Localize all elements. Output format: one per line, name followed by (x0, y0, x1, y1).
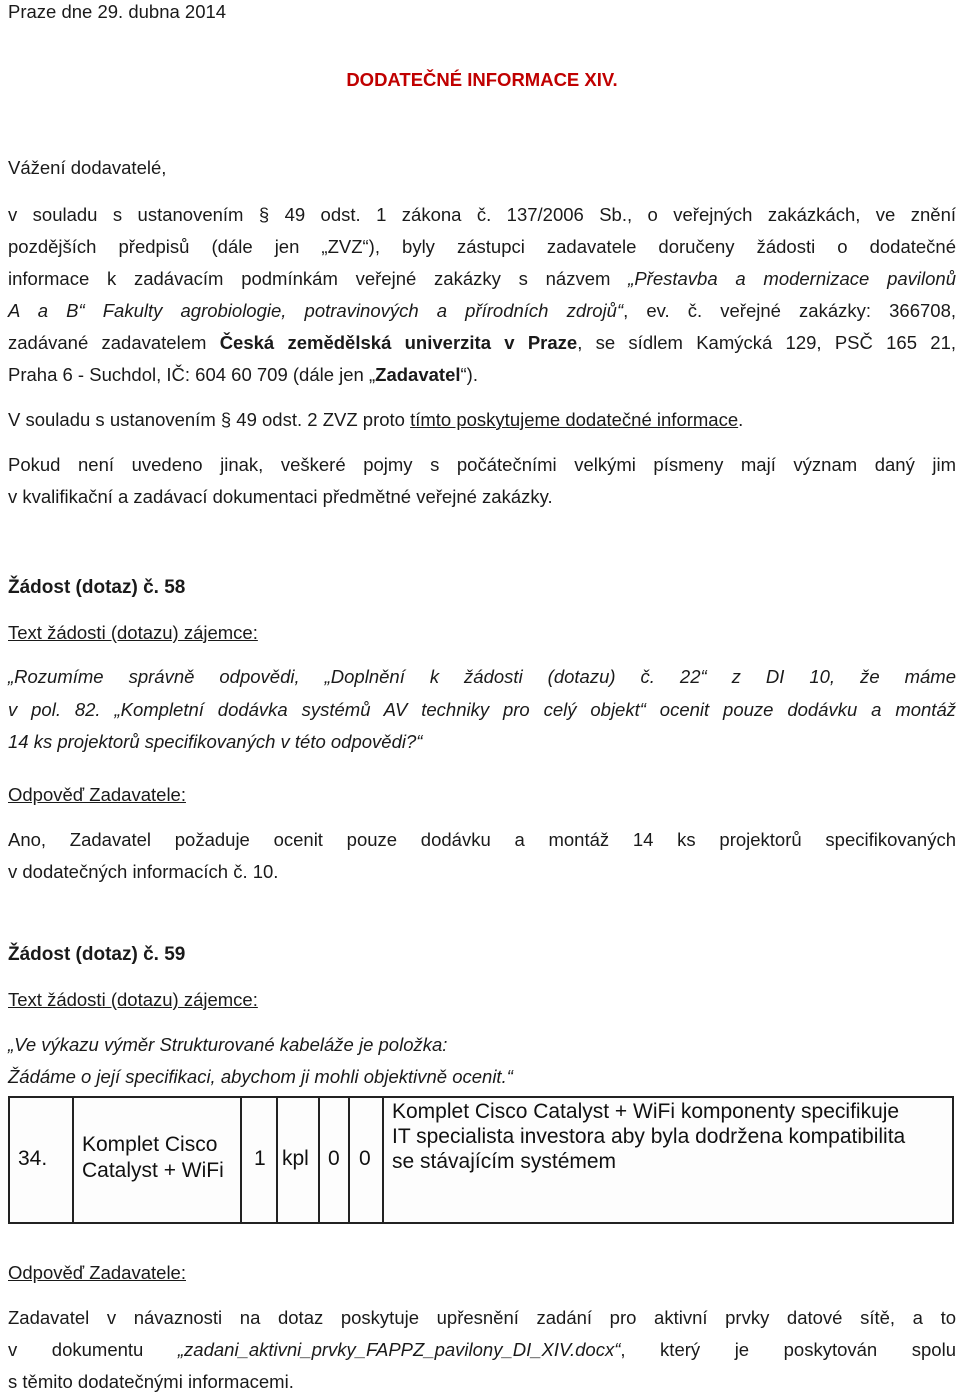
intro-line-4-text: , ev. č. veřejné zakázky: 366708, (623, 300, 956, 321)
item-name-line-1: Komplet Cisco (82, 1133, 218, 1156)
intro-paragraph-2 (8, 408, 743, 432)
request-59-answer-line-3: s těmito dodatečnými informacemi. (8, 1371, 294, 1392)
intro-line-5 (8, 331, 956, 355)
intro-line-1: v souladu s ustanovením § 49 odst. 1 zákona č. 137/2006 Sb., o veřejných zakázkách, ve znění (8, 204, 956, 225)
item-number: 34. (18, 1147, 48, 1170)
intro-p2-end: . (738, 409, 744, 430)
request-59-text-label: Text žádosti (dotazu) zájemce: (8, 989, 258, 1010)
zadavatel-term: Zadavatel (375, 364, 461, 385)
intro-paragraph-3-line-2: v kvalifikační a zadávací dokumentaci předmětné veřejné zakázky. (8, 486, 553, 507)
intro-line-4 (8, 299, 956, 323)
request-59-answer-line-2-tail: , který je poskytován spolu (620, 1339, 956, 1360)
request-58-answer-label: Odpověď Zadavatele: (8, 784, 186, 805)
document-filename: „zadani_aktivni_prvky_FAPPZ_pavilony_DI_XIV.docx“ (177, 1339, 621, 1360)
item-value-1: 0 (328, 1147, 340, 1170)
request-59-heading: Žádost (dotaz) č. 59 (8, 944, 186, 965)
contracting-authority-name: Česká zemědělská univerzita v Praze (219, 332, 578, 353)
request-59-answer-label: Odpověď Zadavatele: (8, 1262, 186, 1283)
salutation: Vážení dodavatelé, (8, 157, 167, 178)
request-58-answer-line-1: Ano, Zadavatel požaduje ocenit pouze dodávku a montáž 14 ks projektorů specifikovaných (8, 829, 956, 850)
intro-line-6-tail: “). (460, 364, 478, 385)
intro-line-5-text: zadávané zadavatelem (8, 332, 220, 353)
contract-name-part1: „Přestavba a modernizace pavilonů (628, 268, 956, 289)
item-description-cell (384, 1098, 952, 1222)
intro-line-5-tail: , se sídlem Kamýcká 129, PSČ 165 21, (577, 332, 957, 353)
intro-paragraph-3-line-1: Pokud není uvedeno jinak, veškeré pojmy s počátečními velkými písmeny mají význam daný jim (8, 454, 956, 475)
request-59-answer-line-1: Zadavatel v návaznosti na dotaz poskytuje upřesnění zadání pro aktivní prvky datové sítě, a to (8, 1307, 956, 1328)
item-name-cell (74, 1098, 242, 1222)
item-number-cell (10, 1098, 74, 1222)
price-cell-1 (320, 1098, 350, 1222)
intro-p2-text: V souladu s ustanovením § 49 odst. 2 ZVZ proto (8, 409, 411, 430)
request-59-answer-line-2-text: v dokumentu (8, 1339, 178, 1360)
price-cell-2 (350, 1098, 384, 1222)
intro-line-6-text: Praha 6 - Suchdol, IČ: 604 60 709 (dále jen „ (8, 364, 376, 385)
item-description-line-2: IT specialista investora aby byla dodržena kompatibilita (392, 1125, 906, 1148)
intro-line-2: pozdějších předpisů (dále jen „ZVZ“), byly zástupci zadavatele doručeny žádosti o dodatečné (8, 236, 956, 257)
request-58-answer-line-2: v dodatečných informacích č. 10. (8, 861, 279, 882)
item-quantity: 1 (254, 1147, 266, 1170)
item-description-line-3: se stávajícím systémem (392, 1150, 617, 1173)
item-unit: kpl (282, 1147, 309, 1170)
unit-cell (278, 1098, 320, 1222)
document-date: Praze dne 29. dubna 2014 (8, 1, 227, 22)
request-58-question-line-1: „Rozumíme správně odpovědi, „Doplnění k žádosti (dotazu) č. 22“ z DI 10, že máme (8, 666, 956, 687)
intro-line-3 (8, 267, 956, 291)
request-58-question-line-2: v pol. 82. „Kompletní dodávka systémů AV techniky pro celý objekt“ ocenit pouze dodávku a montáž (8, 699, 956, 720)
request-58-text-label: Text žádosti (dotazu) zájemce: (8, 622, 258, 643)
request-59-question-line-2: Žádáme o její specifikaci, abychom ji mohli objektivně ocenit.“ (8, 1066, 513, 1087)
quantity-cell (242, 1098, 278, 1222)
item-name-line-2: Catalyst + WiFi (82, 1159, 224, 1182)
bill-of-quantities-excerpt (8, 1096, 954, 1224)
item-value-2: 0 (359, 1147, 371, 1170)
request-59-answer-line-2 (8, 1338, 956, 1362)
item-description-line-1: Komplet Cisco Catalyst + WiFi komponenty specifikuje (392, 1100, 900, 1123)
intro-line-6 (8, 363, 478, 387)
request-59-question-line-1: „Ve výkazu výměr Strukturované kabeláže je položka: (8, 1034, 448, 1055)
intro-p2-underlined: tímto poskytujeme dodatečné informace (410, 409, 739, 430)
request-58-heading: Žádost (dotaz) č. 58 (8, 577, 186, 598)
request-58-question-line-3: 14 ks projektorů specifikovaných v této odpovědi?“ (8, 731, 423, 752)
contract-name-part2: A a B“ Fakulty agrobiologie, potravinových a přírodních zdrojů“ (8, 300, 624, 321)
document-title: DODATEČNÉ INFORMACE XIV. (346, 69, 618, 90)
intro-line-3-text: informace k zadávacím podmínkám veřejné zakázky s názvem (8, 268, 629, 289)
